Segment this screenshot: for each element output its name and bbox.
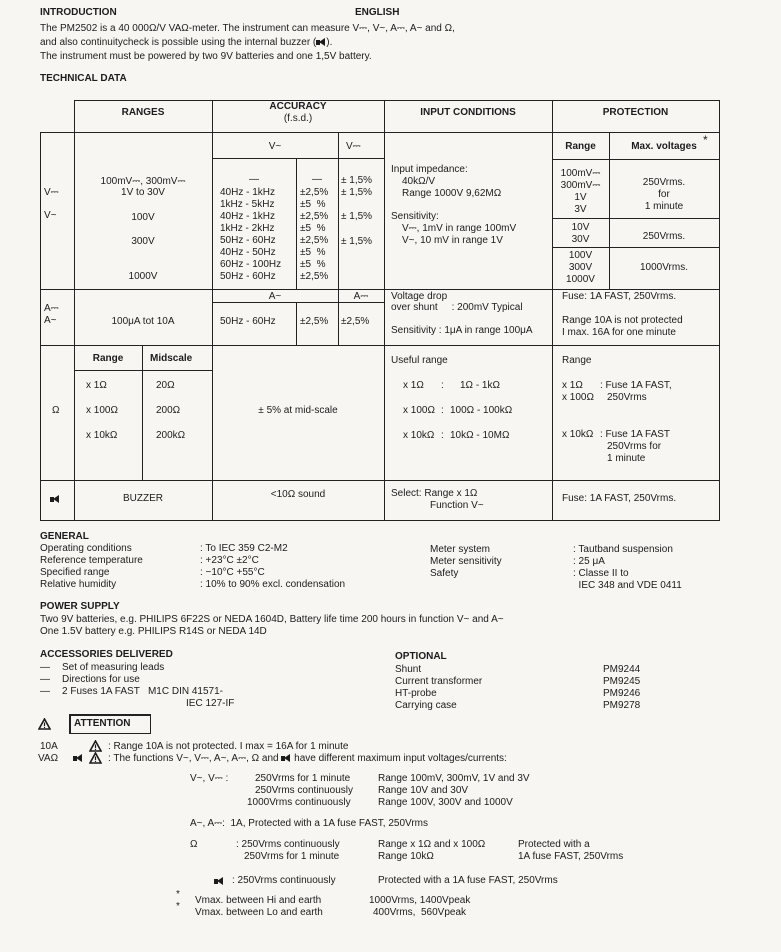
- volt-input-6: V~, 10 mV in range 1V: [402, 235, 503, 246]
- volt-dc-pct: ± 1,5%: [341, 175, 373, 186]
- accessory-dash: —: [40, 662, 50, 673]
- ohm-midscale: 200kΩ: [156, 430, 186, 441]
- general-value-2: : 25 μA: [573, 556, 605, 567]
- att-vmax-val: 1000Vrms, 1400Vpeak: [369, 895, 471, 906]
- prot-max-2: 250Vrms.: [642, 231, 686, 242]
- prot-range: 1V: [574, 192, 587, 203]
- volt-ac-pct: ±5 %: [300, 199, 326, 210]
- prot-range: 100V: [568, 250, 593, 261]
- volt-freq: 40Hz - 1kHz: [220, 211, 276, 222]
- speaker-icon: [73, 753, 83, 766]
- volt-freq: 50Hz - 60Hz: [220, 271, 276, 282]
- att-v-range: Range 100V, 300V and 1000V: [378, 797, 513, 808]
- prot-range: 3V: [574, 204, 587, 215]
- ohm-prot-text: 250Vrms: [607, 392, 647, 403]
- attention-line-2: : The functions V~, V⎓, A~, A⎓, Ω and have different maximum input voltages/currents:: [108, 753, 507, 764]
- ohm-useful-range: x 10kΩ: [403, 430, 435, 441]
- amp-input-1: Voltage drop: [391, 291, 448, 302]
- amp-input-3: Sensitivity : 1μA in range 100μA: [391, 325, 533, 336]
- general-label: Reference temperature: [40, 555, 143, 566]
- general-label: Specified range: [40, 567, 110, 578]
- prot-range: 1000V: [566, 274, 595, 285]
- general-value-2: : Tautband suspension: [573, 544, 673, 555]
- att-star: *: [176, 889, 180, 900]
- general-value: : −10°C +55°C: [200, 567, 265, 578]
- att-ohm-prot: 1A fuse FAST, 250Vrms: [518, 851, 624, 862]
- general-value-2: IEC 348 and VDE 0411: [573, 580, 682, 591]
- general-label: Operating conditions: [40, 543, 132, 554]
- volt-ac-pct: ±2,5%: [300, 235, 329, 246]
- speaker-icon: [316, 38, 326, 47]
- prot-max-head: Max. voltages: [631, 141, 697, 152]
- volt-acc-dash-1: —: [249, 174, 259, 185]
- buzzer-prot: Fuse: 1A FAST, 250Vrms.: [562, 493, 677, 504]
- amp-ac-pct: ±2,5%: [300, 316, 329, 327]
- volt-dc-symbol: V⎓: [44, 187, 59, 198]
- volt-freq: 60Hz - 100Hz: [220, 259, 282, 270]
- amp-freq: 50Hz - 60Hz: [220, 316, 276, 327]
- volt-freq: 40Hz - 50Hz: [220, 247, 276, 258]
- volt-dc-pct: ± 1,5%: [341, 211, 373, 222]
- att-v-val: 250Vrms for 1 minute: [255, 773, 351, 784]
- att-buzzer-prot: Protected with a 1A fuse FAST, 250Vrms: [378, 875, 558, 886]
- volt-acc-ac-head: V~: [268, 141, 282, 152]
- general-value-2: : Classe II to: [573, 568, 629, 579]
- amp-prot-3: I max. 16A for one minute: [562, 327, 676, 338]
- att-v-val: 250Vrms continuously: [255, 785, 354, 796]
- buzzer-input-1: Select: Range x 1Ω: [391, 488, 478, 499]
- ohm-range: x 10kΩ: [86, 430, 118, 441]
- volt-range-2: 1V to 30V: [121, 187, 165, 198]
- attention-label: ATTENTION: [74, 718, 131, 729]
- optional-item: HT-probe: [395, 688, 437, 699]
- general-heading: GENERAL: [40, 531, 89, 542]
- ohm-prot-head: Range: [562, 355, 592, 366]
- volt-freq: 50Hz - 60Hz: [220, 235, 276, 246]
- ohm-midscale: 200Ω: [156, 405, 181, 416]
- warning-icon: [38, 718, 51, 735]
- ohm-range-head: Range: [92, 353, 124, 364]
- amp-acc-ac-head: A~: [268, 291, 282, 302]
- amp-acc-dc-head: A⎓: [353, 291, 369, 302]
- technical-data-heading: TECHNICAL DATA: [40, 73, 127, 84]
- att-ohm-val: : 250Vrms continuously: [236, 839, 340, 850]
- volt-freq: 1kHz - 2kHz: [220, 223, 275, 234]
- att-star: *: [176, 901, 180, 912]
- prot-range: 300V: [568, 262, 593, 273]
- ohm-useful-head: Useful range: [391, 355, 448, 366]
- volt-input-4: Sensitivity:: [391, 211, 439, 222]
- amp-dc-pct: ±2,5%: [341, 316, 370, 327]
- power-line-1: Two 9V batteries, e.g. PHILIPS 6F22S or NEDA 1604D, Battery life time 200 hours in function V~ and A~: [40, 614, 504, 625]
- amp-input-2: over shunt : 200mV Typical: [391, 302, 523, 313]
- intro-line-1: The PM2502 is a 40 000Ω/V VAΩ-meter. The instrument can measure V⎓, V~, A⎓, A~ and Ω,: [40, 23, 455, 34]
- ohm-useful-value: 1Ω - 1kΩ: [460, 380, 500, 391]
- ohm-midscale: 20Ω: [156, 380, 175, 391]
- ohm-prot-text: : Fuse 1A FAST,: [600, 380, 672, 391]
- att-ohm-head: Ω: [190, 839, 198, 850]
- speaker-icon: [214, 876, 224, 889]
- general-value: : To IEC 359 C2-M2: [200, 543, 288, 554]
- optional-code: PM9278: [603, 700, 641, 711]
- attention-line-1: : Range 10A is not protected. I max = 16A for 1 minute: [108, 741, 349, 752]
- general-value: : +23°C ±2°C: [200, 555, 259, 566]
- optional-code: PM9244: [603, 664, 641, 675]
- optional-item: Current transformer: [395, 676, 483, 687]
- amp-prot-1: Fuse: 1A FAST, 250Vrms.: [562, 291, 677, 302]
- accessory-item: 2 Fuses 1A FAST M1C DIN 41571-: [62, 686, 223, 697]
- accessories-heading: ACCESSORIES DELIVERED: [40, 649, 173, 660]
- volt-dc-pct: ± 1,5%: [341, 236, 373, 247]
- att-vmax-val: 400Vrms, 560Vpeak: [373, 907, 467, 918]
- volt-ac-pct: ±5 %: [300, 223, 326, 234]
- amp-ac-symbol: A~: [44, 315, 57, 326]
- volt-ac-pct: ±2,5%: [300, 271, 329, 282]
- volt-acc-dash-2: —: [312, 174, 322, 185]
- ohm-range: x 100Ω: [86, 405, 118, 416]
- volt-ac-symbol: V~: [44, 210, 57, 221]
- volt-input-3: Range 1000V 9,62MΩ: [402, 188, 502, 199]
- power-heading: POWER SUPPLY: [40, 601, 120, 612]
- ohm-prot-range: x 1Ω: [562, 380, 583, 391]
- general-label-2: Safety: [430, 568, 459, 579]
- att-v-range: Range 10V and 30V: [378, 785, 469, 796]
- volt-ac-pct: ±2,5%: [300, 187, 329, 198]
- accessory-extra: IEC 127-IF: [186, 698, 235, 709]
- speaker-icon: [281, 754, 291, 763]
- warning-icon: [89, 752, 102, 769]
- header-ranges: RANGES: [121, 107, 165, 118]
- volt-freq: 40Hz - 1kHz: [220, 187, 276, 198]
- att-v-val: 1000Vrms continuously: [247, 797, 351, 808]
- ohm-useful-colon: :: [441, 405, 444, 416]
- optional-code: PM9245: [603, 676, 641, 687]
- volt-input-1: Input impedance:: [391, 164, 468, 175]
- intro-line-2: and also continuitycheck is possible using the internal buzzer ( ).: [40, 37, 333, 48]
- ohm-prot-text: 1 minute: [607, 453, 646, 464]
- att-ohm-range: Range x 1Ω and x 100Ω: [378, 839, 486, 850]
- volt-freq: 1kHz - 5kHz: [220, 199, 275, 210]
- attention-vaohm: VAΩ: [38, 753, 59, 764]
- general-value: : 10% to 90% excl. condensation: [200, 579, 346, 590]
- volt-range-3: 100V: [131, 212, 155, 223]
- power-line-2: One 1.5V battery e.g. PHILIPS R14S or NEDA 14D: [40, 626, 267, 637]
- ohm-useful-colon: :: [441, 380, 444, 391]
- amp-prot-2: Range 10A is not protected: [562, 315, 683, 326]
- ohm-useful-value: 100Ω - 100kΩ: [450, 405, 513, 416]
- volt-range-1: 100mV⎓, 300mV⎓: [100, 176, 186, 187]
- ohm-prot-text: : Fuse 1A FAST: [600, 429, 671, 440]
- amp-range: 100μA tot 10A: [111, 316, 175, 327]
- general-label-2: Meter sensitivity: [430, 556, 502, 567]
- accessory-item: Directions for use: [62, 674, 140, 685]
- volt-range-4: 300V: [131, 236, 155, 247]
- ohm-symbol: Ω: [52, 405, 60, 416]
- volt-acc-dc-head: V⎓: [346, 141, 361, 152]
- attention-10a: 10A: [40, 741, 58, 752]
- prot-range: 300mV⎓: [560, 180, 601, 191]
- prot-max-1: 1 minute: [644, 201, 684, 212]
- header-accuracy-sub: (f.s.d.): [283, 113, 313, 124]
- header-accuracy: ACCURACY: [269, 101, 327, 112]
- att-buzzer-val: : 250Vrms continuously: [232, 875, 336, 886]
- att-ohm-val: 250Vrms for 1 minute: [244, 851, 340, 862]
- buzzer-input-2: Function V~: [430, 500, 484, 511]
- att-ohm-prot: Protected with a: [518, 839, 590, 850]
- att-vmax: Vmax. between Hi and earth: [195, 895, 322, 906]
- ohm-accuracy: ± 5% at mid-scale: [258, 405, 338, 416]
- header-protection: PROTECTION: [602, 107, 669, 118]
- ohm-range: x 1Ω: [86, 380, 107, 391]
- amp-dc-symbol: A⎓: [44, 303, 59, 314]
- volt-input-5: V⎓, 1mV in range 100mV: [402, 223, 517, 234]
- buzzer-accuracy: <10Ω sound: [270, 489, 326, 500]
- optional-heading: OPTIONAL: [395, 651, 447, 662]
- header-input-conditions: INPUT CONDITIONS: [420, 107, 516, 118]
- ohm-useful-range: x 1Ω: [403, 380, 424, 391]
- asterisk-mark: *: [703, 133, 708, 147]
- optional-code: PM9246: [603, 688, 641, 699]
- att-v-range: Range 100mV, 300mV, 1V and 3V: [378, 773, 530, 784]
- optional-item: Shunt: [395, 664, 422, 675]
- accessory-dash: —: [40, 686, 50, 697]
- volt-input-2: 40kΩ/V: [402, 176, 436, 187]
- intro-line-3: The instrument must be powered by two 9V batteries and one 1,5V battery.: [40, 51, 372, 62]
- att-a-line: A~, A⎓: 1A, Protected with a 1A fuse FAST, 250Vrms: [190, 818, 429, 829]
- ohm-useful-value: 10kΩ - 10MΩ: [450, 430, 510, 441]
- ohm-prot-text: 250Vrms for: [607, 441, 662, 452]
- prot-range: 100mV⎓: [560, 168, 601, 179]
- volt-ac-pct: ±2,5%: [300, 211, 329, 222]
- language-heading: ENGLISH: [355, 7, 400, 18]
- buzzer-speaker-icon: [50, 494, 60, 507]
- general-label: Relative humidity: [40, 579, 117, 590]
- att-vmax: Vmax. between Lo and earth: [195, 907, 323, 918]
- ohm-useful-range: x 100Ω: [403, 405, 435, 416]
- volt-range-5: 1000V: [128, 271, 158, 282]
- accessory-dash: —: [40, 674, 50, 685]
- prot-range-head: Range: [565, 141, 596, 152]
- optional-item: Carrying case: [395, 700, 457, 711]
- prot-max-3: 1000Vrms.: [640, 262, 688, 273]
- buzzer-range: BUZZER: [123, 493, 163, 504]
- att-ohm-range: Range 10kΩ: [378, 851, 434, 862]
- general-label-2: Meter system: [430, 544, 491, 555]
- volt-ac-pct: ±5 %: [300, 247, 326, 258]
- prot-range: 10V: [571, 222, 590, 233]
- ohm-prot-range: x 100Ω: [562, 392, 594, 403]
- ohm-prot-range: x 10kΩ: [562, 429, 594, 440]
- prot-max-1: for: [658, 189, 670, 200]
- accessory-item: Set of measuring leads: [62, 662, 165, 673]
- intro-heading: INTRODUCTION: [40, 7, 117, 18]
- prot-range: 30V: [571, 234, 590, 245]
- ohm-useful-colon: :: [441, 430, 444, 441]
- volt-ac-pct: ±5 %: [300, 259, 326, 270]
- prot-max-1: 250Vrms.: [642, 177, 686, 188]
- ohm-midscale-head: Midscale: [150, 353, 193, 364]
- volt-dc-pct: ± 1,5%: [341, 187, 373, 198]
- att-v-head: V~, V⎓ :: [190, 773, 229, 784]
